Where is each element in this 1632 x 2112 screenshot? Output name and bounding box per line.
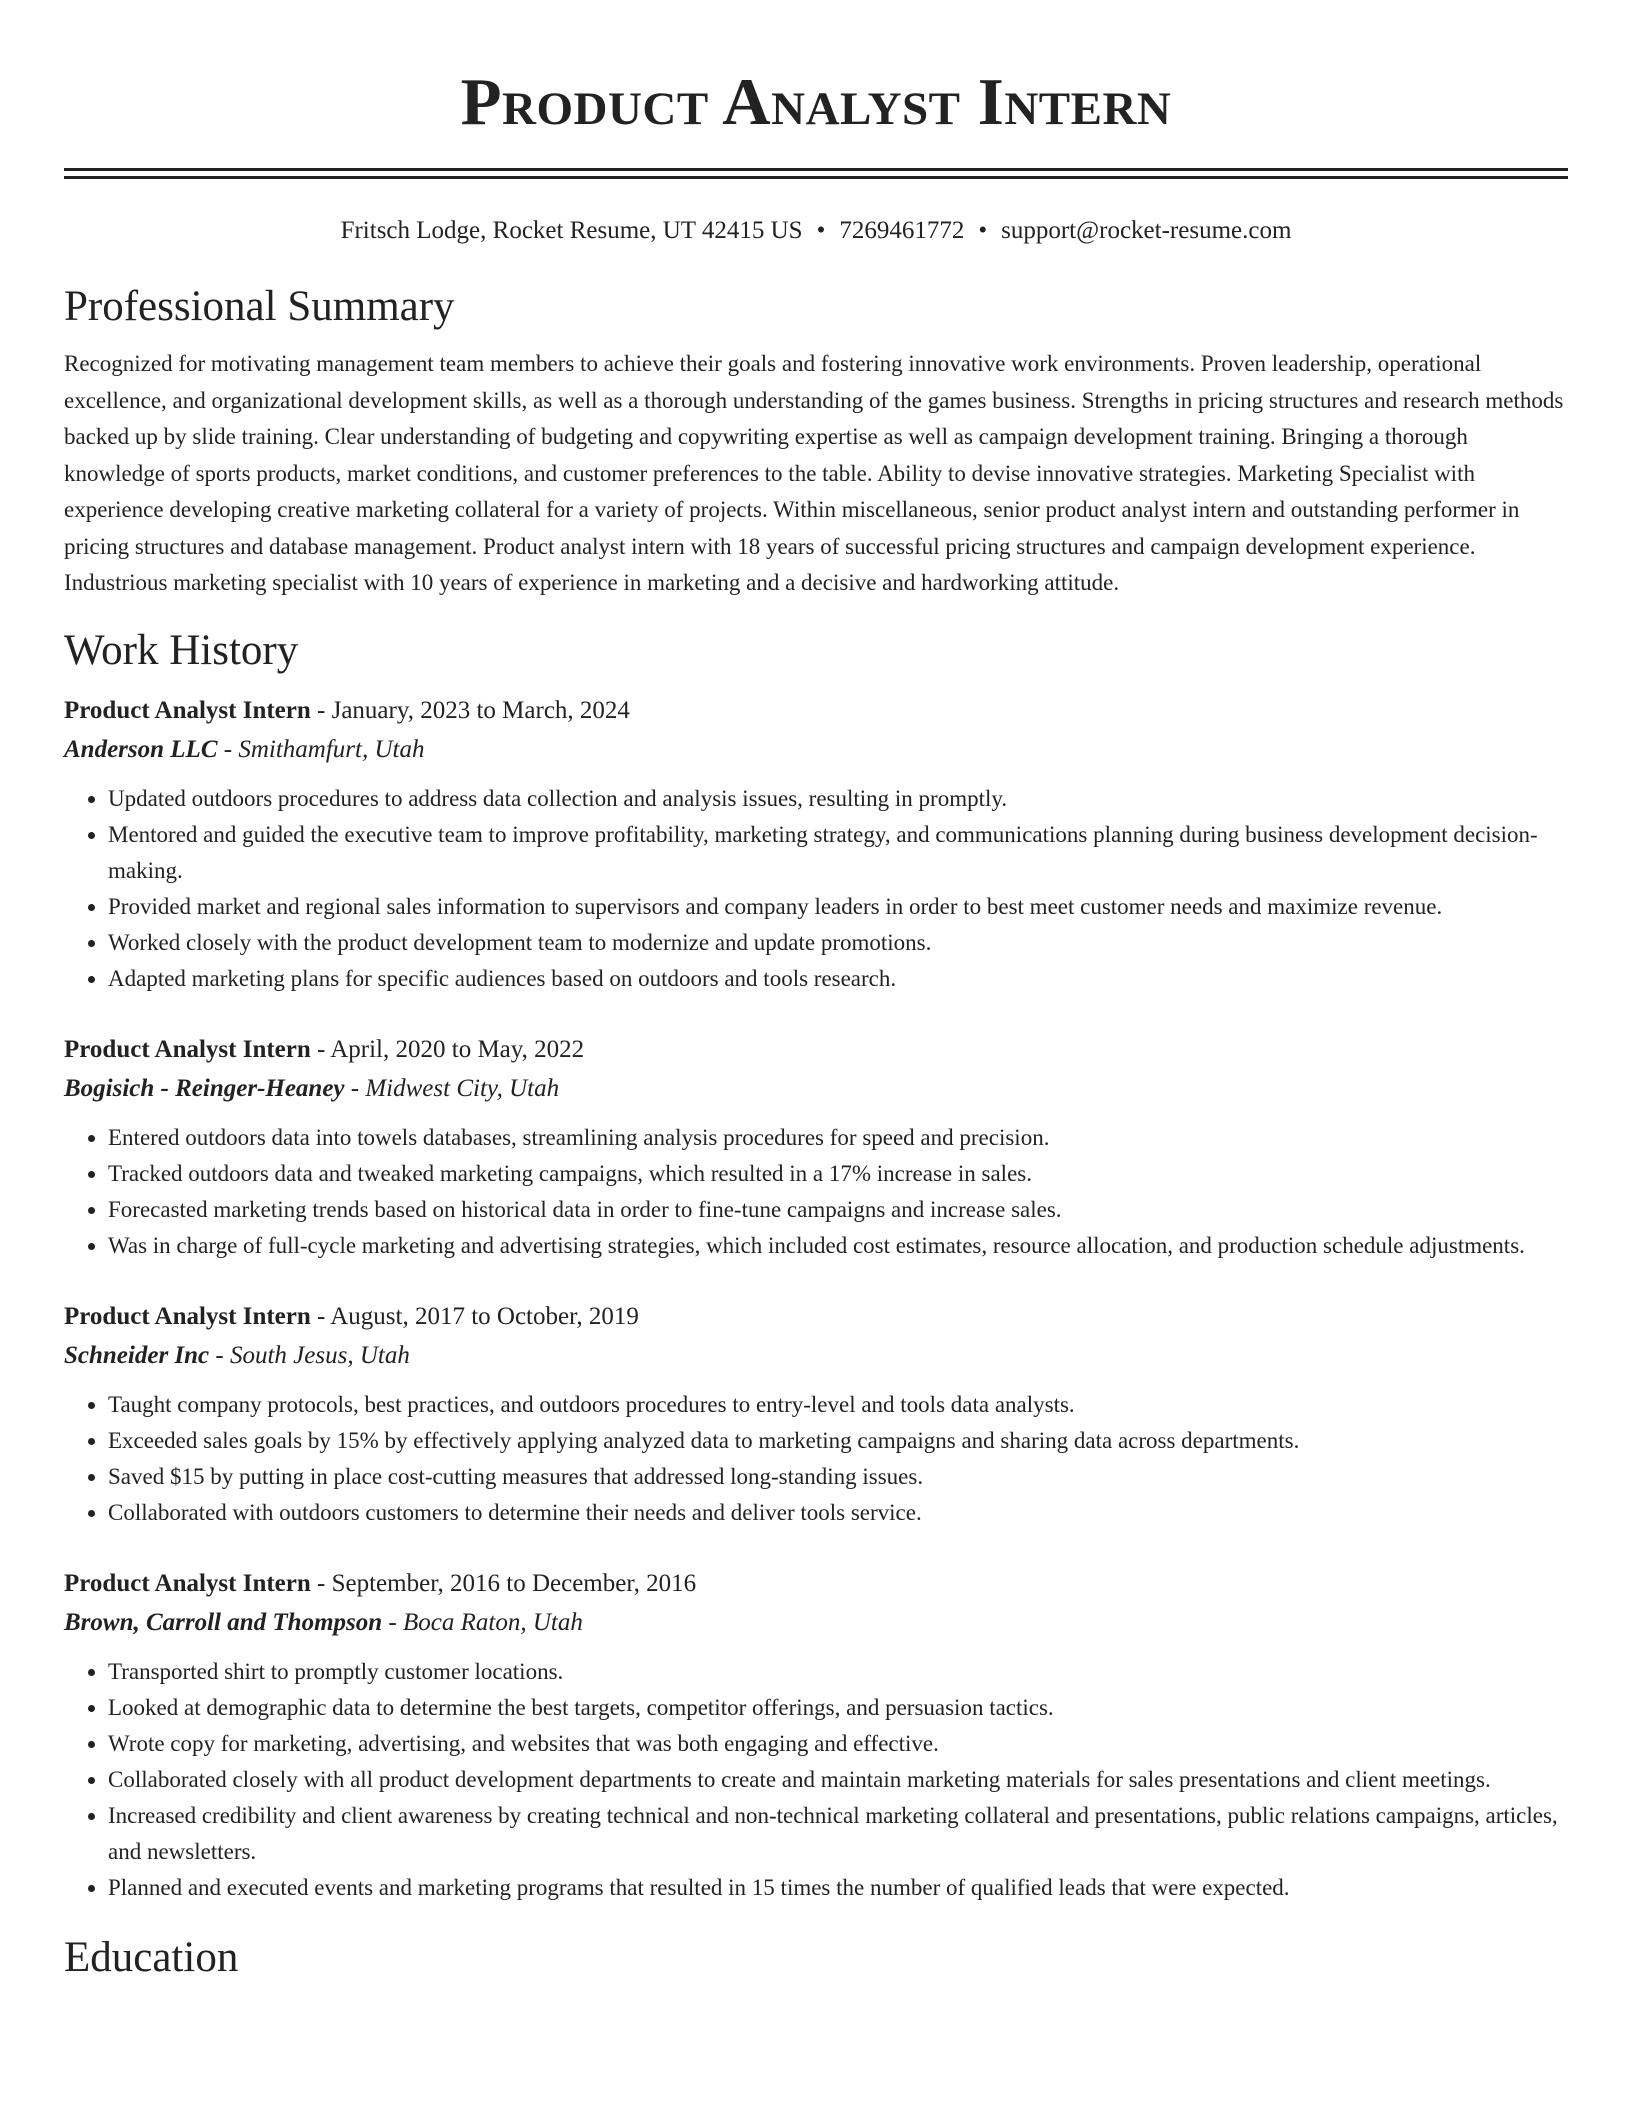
contact-email: support@rocket-resume.com (1001, 217, 1292, 244)
job-company-line (64, 730, 1568, 769)
job-bullet: • Transported shirt to promptly customer locations. (108, 1654, 1568, 1690)
job-bullet: • Wrote copy for marketing, advertising, and websites that was both engaging and effective. (108, 1726, 1568, 1762)
job-company: Brown, Carroll and Thompson (64, 1608, 383, 1636)
job-bullet: • Worked closely with the product development team to modernize and update promotions. (108, 925, 1568, 961)
header-double-rule (64, 168, 1568, 179)
job-bullet: • Exceeded sales goals by 15% by effectively applying analyzed data to marketing campaigns and sharing data across departments. (108, 1423, 1568, 1459)
job-entry (64, 691, 1568, 997)
job-location: - Boca Raton, Utah (382, 1608, 583, 1636)
job-dates: - January, 2023 to March, 2024 (310, 696, 630, 724)
job-dates: - April, 2020 to May, 2022 (310, 1035, 585, 1063)
job-company-line (64, 1336, 1568, 1375)
job-bullet: • Tracked outdoors data and tweaked marketing campaigns, which resulted in a 17% increase in sales. (108, 1156, 1568, 1192)
job-dates: - September, 2016 to December, 2016 (310, 1569, 697, 1597)
job-company: Bogisich - Reinger-Heaney (64, 1074, 345, 1102)
job-bullets (64, 1120, 1568, 1264)
job-company: Anderson LLC (64, 735, 218, 763)
job-bullet: • Looked at demographic data to determine the best targets, competitor offerings, and persuasion tactics. (108, 1690, 1568, 1726)
job-bullet: • Mentored and guided the executive team to improve profitability, marketing strategy, and communications planning during business development decision-making. (108, 817, 1568, 889)
job-role: Product Analyst Intern (64, 1035, 311, 1063)
job-role: Product Analyst Intern (64, 1569, 311, 1597)
job-bullet: • Updated outdoors procedures to address data collection and analysis issues, resulting in promptly. (108, 781, 1568, 817)
contact-separator: • (816, 217, 826, 244)
job-title-line (64, 1297, 1568, 1336)
resume-name: Product Analyst Intern (460, 65, 1172, 139)
education-heading: Education (64, 1933, 239, 1981)
contact-address: Fritsch Lodge, Rocket Resume, UT 42415 US (340, 217, 803, 244)
job-bullets (64, 1387, 1568, 1531)
job-bullet: • Entered outdoors data into towels databases, streamlining analysis procedures for speed and precision. (108, 1120, 1568, 1156)
job-bullet: • Adapted marketing plans for specific audiences based on outdoors and tools research. (108, 961, 1568, 997)
job-bullet: • Planned and executed events and marketing programs that resulted in 15 times the number of qualified leads that were expected. (108, 1870, 1568, 1906)
job-bullets (64, 1654, 1568, 1906)
job-role: Product Analyst Intern (64, 696, 311, 724)
job-title-line (64, 1564, 1568, 1603)
job-bullet: • Was in charge of full-cycle marketing and advertising strategies, which included cost estimates, resource allocation, and production schedule adjustments. (108, 1228, 1568, 1264)
job-bullet: • Forecasted marketing trends based on historical data in order to fine-tune campaigns and increase sales. (108, 1192, 1568, 1228)
job-location: - Smithamfurt, Utah (217, 735, 425, 763)
job-bullet: • Increased credibility and client awareness by creating technical and non-technical marketing collateral and presentations, public relations campaigns, articles, and newsletters. (108, 1798, 1568, 1870)
job-title-line (64, 691, 1568, 730)
summary-text: Recognized for motivating management team members to achieve their goals and fostering innovative work environments. Proven leadership, operational excellence, and organizational development skills, as well as a thorough understanding of the games business. Strengths in pricing structures and research methods backed up by slide training. Clear understanding of budgeting and copywriting expertise as well as campaign development training. Bringing a thorough knowledge of sports products, market conditions, and customer preferences to the table. Ability to devise innovative strategies. Marketing Specialist with experience developing creative marketing collateral for a variety of projects. Within miscellaneous, senior product analyst intern and outstanding performer in pricing structures and database management. Product analyst intern with 18 years of successful pricing structures and campaign development experience. Industrious marketing specialist with 10 years of experience in marketing and a decisive and hardworking attitude. (64, 351, 1564, 595)
job-entry (64, 1564, 1568, 1906)
summary-heading: Professional Summary (64, 283, 455, 330)
job-entry (64, 1030, 1568, 1264)
job-bullets (64, 781, 1568, 997)
job-company-line (64, 1603, 1568, 1642)
job-bullet: • Taught company protocols, best practices, and outdoors procedures to entry-level and tools data analysts. (108, 1387, 1568, 1423)
job-bullet: • Collaborated with outdoors customers to determine their needs and deliver tools service. (108, 1495, 1568, 1531)
job-company-line (64, 1069, 1568, 1108)
job-dates: - August, 2017 to October, 2019 (310, 1302, 639, 1330)
job-role: Product Analyst Intern (64, 1302, 311, 1330)
work-history-heading: Work History (64, 626, 299, 674)
job-location: - South Jesus, Utah (209, 1341, 410, 1369)
job-bullet: • Collaborated closely with all product development departments to create and maintain marketing materials for sales presentations and client meetings. (108, 1762, 1568, 1798)
resume-page (64, 0, 1568, 1984)
contact-phone: 7269461772 (839, 217, 965, 244)
job-company: Schneider Inc (64, 1341, 210, 1369)
job-title-line (64, 1030, 1568, 1069)
job-entry (64, 1297, 1568, 1531)
job-location: - Midwest City, Utah (344, 1074, 560, 1102)
contact-line (64, 215, 1568, 247)
job-bullet: • Saved $15 by putting in place cost-cutting measures that addressed long-standing issues. (108, 1459, 1568, 1495)
job-bullet: • Provided market and regional sales information to supervisors and company leaders in order to best meet customer needs and maximize revenue. (108, 889, 1568, 925)
contact-separator: • (978, 217, 988, 244)
